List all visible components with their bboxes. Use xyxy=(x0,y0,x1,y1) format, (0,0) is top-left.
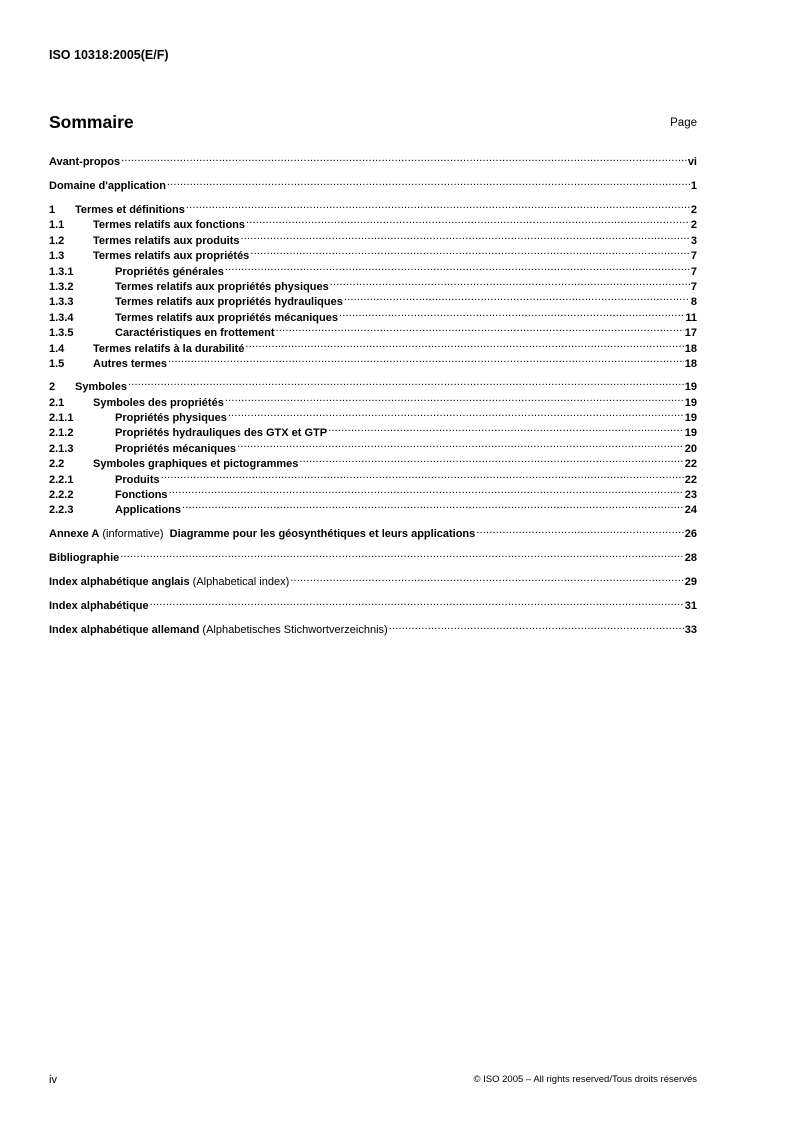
toc-entry-number: 1.3.5 xyxy=(49,327,74,340)
dot-leader xyxy=(328,421,684,436)
dot-leader xyxy=(228,406,684,421)
toc-entry[interactable] xyxy=(49,594,697,610)
toc-entry-title-bold: Termes relatifs aux fonctions xyxy=(93,219,246,232)
toc-entry-page: 18 xyxy=(684,342,697,355)
dot-leader xyxy=(150,594,684,609)
toc-entry-page: 7 xyxy=(690,280,697,293)
toc-entry-number: 1.2 xyxy=(49,234,65,247)
toc-entry-page: 19 xyxy=(684,412,697,425)
toc-entry[interactable] xyxy=(49,174,697,190)
toc-entry-number: 2.1 xyxy=(49,396,65,409)
toc-entry-number: 2.1.3 xyxy=(49,442,74,455)
toc-entry-title xyxy=(49,598,149,614)
toc-entry-page: 2 xyxy=(690,204,697,216)
toc-entry[interactable] xyxy=(49,198,697,216)
toc-group xyxy=(49,150,697,166)
toc-entry-number: 2.2.1 xyxy=(49,473,74,486)
toc-entry-page: 8 xyxy=(690,296,697,309)
toc-entry[interactable] xyxy=(49,618,697,634)
toc-group xyxy=(49,174,697,190)
toc-entry-page: 23 xyxy=(684,489,697,502)
dot-leader xyxy=(161,468,684,483)
toc-entry-title-bold: Applications xyxy=(115,504,182,517)
toc-entry-title-bold: Domaine d'application xyxy=(49,180,166,192)
toc-entry-title xyxy=(49,550,119,566)
toc-entry-title xyxy=(93,357,167,372)
dot-leader xyxy=(290,570,683,585)
dot-leader xyxy=(344,290,690,305)
dot-leader xyxy=(246,213,690,228)
toc-entry-number: 1.3.2 xyxy=(49,280,74,293)
toc-entry-subtitle: (Alphabetisches Stichwortverzeichnis) xyxy=(199,623,388,636)
toc-entry-title xyxy=(75,380,127,395)
toc-entry-title xyxy=(49,574,289,590)
toc-entry-page: 7 xyxy=(690,250,697,263)
toc-group xyxy=(49,618,697,634)
toc-entry-page: 22 xyxy=(684,473,697,486)
toc-entry[interactable] xyxy=(49,391,697,409)
dot-leader xyxy=(299,452,683,467)
toc-entry-title xyxy=(49,154,120,170)
dot-leader xyxy=(250,244,690,259)
toc-entry-page: 17 xyxy=(684,327,697,340)
toc-entry-title-bold: Annexe A xyxy=(49,527,100,540)
page-column-label: Page xyxy=(670,117,697,129)
toc-entry-number: 2.2.2 xyxy=(49,489,74,502)
toc-entry-title-bold: Avant-propos xyxy=(49,156,121,168)
dot-leader xyxy=(186,198,690,213)
toc-entry-number: 2.1.1 xyxy=(49,412,74,425)
toc-entry-page: 7 xyxy=(690,265,697,278)
toc-entry-title-bold: Autres termes xyxy=(93,357,167,370)
toc-entry-number: 2.2.3 xyxy=(49,504,74,517)
toc-entry-title xyxy=(93,234,240,249)
toc-entry[interactable] xyxy=(49,375,697,394)
toc-entry[interactable] xyxy=(49,546,697,562)
toc-entry-title-bold: Fonctions xyxy=(115,489,168,502)
dot-leader xyxy=(225,260,690,275)
dot-leader xyxy=(476,522,683,537)
toc-entry-title xyxy=(115,473,160,488)
dot-leader xyxy=(120,546,683,561)
toc-entry-title-bold: Termes relatifs aux propriétés hydrauliques xyxy=(115,296,343,309)
toc-entry-page: 19 xyxy=(684,381,697,394)
toc-entry-title-bold: Termes relatifs aux produits xyxy=(93,234,240,247)
dot-leader xyxy=(225,391,684,406)
table-of-contents xyxy=(49,150,697,642)
toc-entry-number: 1.4 xyxy=(49,342,65,355)
toc-entry-page: vi xyxy=(687,156,697,168)
toc-entry-title-bold: Symboles des propriétés xyxy=(93,396,224,409)
toc-entry-title-continued: Diagramme pour les géosynthétiques et leurs applications xyxy=(169,527,476,540)
toc-entry-title xyxy=(115,488,168,503)
toc-entry[interactable] xyxy=(49,522,697,538)
toc-entry-title-bold: Propriétés générales xyxy=(115,265,224,278)
toc-entry-subtitle: (Alphabetical index) xyxy=(189,575,290,588)
dot-leader xyxy=(168,352,684,367)
toc-entry-number: 1.1 xyxy=(49,219,65,232)
toc-entry-title-bold: Index alphabétique anglais xyxy=(49,575,190,588)
toc-entry-number: 2.2 xyxy=(49,458,65,471)
toc-entry-title xyxy=(93,218,245,233)
toc-entry-page: 19 xyxy=(684,427,697,440)
toc-entry-title-bold: Propriétés hydrauliques des GTX et GTP xyxy=(115,427,328,440)
toc-entry-title-bold: Index alphabétique allemand xyxy=(49,623,200,636)
toc-entry-number: 1 xyxy=(49,204,56,216)
toc-entry-title-bold: Bibliographie xyxy=(49,551,120,564)
toc-group xyxy=(49,375,697,517)
toc-entry-title-bold: Propriétés physiques xyxy=(115,412,227,425)
footer-page-number: iv xyxy=(49,1074,57,1086)
dot-leader xyxy=(276,321,684,336)
toc-entry-title xyxy=(115,295,343,310)
toc-entry-title-bold: Termes relatifs aux propriétés mécaniques xyxy=(115,311,338,324)
page-title: Sommaire xyxy=(49,112,134,132)
toc-entry-page: 31 xyxy=(684,599,697,612)
toc-entry-title-bold: Symboles graphiques et pictogrammes xyxy=(93,458,299,471)
toc-entry-title xyxy=(115,280,329,295)
footer-copyright: © ISO 2005 – All rights reserved/Tous droits réservés xyxy=(473,1074,697,1085)
toc-entry-number: 1.5 xyxy=(49,357,65,370)
toc-entry-page: 22 xyxy=(684,458,697,471)
toc-group xyxy=(49,198,697,370)
dot-leader xyxy=(245,337,683,352)
dot-leader xyxy=(330,275,690,290)
toc-entry-title xyxy=(93,396,224,411)
toc-entry-number: 2.1.2 xyxy=(49,427,74,440)
toc-entry-title-bold: Caractéristiques en frottement xyxy=(115,327,275,340)
toc-entry-page: 24 xyxy=(684,504,697,517)
toc-group xyxy=(49,594,697,610)
toc-entry-number: 2 xyxy=(49,381,56,394)
toc-entry-number: 1.3 xyxy=(49,250,65,263)
toc-entry-title-bold: Propriétés mécaniques xyxy=(115,442,237,455)
toc-entry-number: 1.3.3 xyxy=(49,296,74,309)
title-row xyxy=(49,112,697,136)
dot-leader xyxy=(389,618,684,633)
toc-entry[interactable] xyxy=(49,150,697,166)
toc-entry-title-bold: Termes relatifs à la durabilité xyxy=(93,342,245,355)
toc-entry-title xyxy=(115,503,181,518)
toc-entry-title-bold: Index alphabétique xyxy=(49,599,149,612)
toc-entry-number: 1.3.1 xyxy=(49,265,74,278)
dot-leader xyxy=(182,498,684,513)
toc-entry-title xyxy=(75,203,185,218)
document-id: ISO 10318:2005(E/F) xyxy=(49,48,169,62)
toc-entry-title-bold: Termes et définitions xyxy=(75,204,185,216)
dot-leader xyxy=(339,306,684,321)
toc-entry-page: 29 xyxy=(684,575,697,588)
toc-entry-page: 33 xyxy=(684,623,697,636)
dot-leader xyxy=(167,174,690,189)
toc-entry-title xyxy=(49,526,475,542)
dot-leader xyxy=(128,375,684,390)
toc-entry-page: 26 xyxy=(684,527,697,540)
toc-entry-page: 2 xyxy=(690,219,697,232)
toc-entry-title-bold: Termes relatifs aux propriétés physiques xyxy=(115,280,329,293)
toc-entry-page: 19 xyxy=(684,396,697,409)
toc-entry-page: 18 xyxy=(684,357,697,370)
toc-group xyxy=(49,570,697,586)
toc-entry-number: 1.3.4 xyxy=(49,311,74,324)
toc-entry-page: 11 xyxy=(685,311,697,324)
dot-leader xyxy=(241,229,690,244)
toc-entry-subtitle: (informative) xyxy=(99,527,170,540)
toc-entry[interactable] xyxy=(49,570,697,586)
toc-entry-page: 3 xyxy=(690,234,697,247)
toc-entry-title xyxy=(49,178,166,194)
toc-entry-title-bold: Termes relatifs aux propriétés xyxy=(93,250,250,263)
toc-entry-page: 20 xyxy=(684,442,697,455)
toc-group xyxy=(49,522,697,538)
toc-entry-page: 1 xyxy=(690,180,697,192)
dot-leader xyxy=(237,437,684,452)
dot-leader xyxy=(169,483,684,498)
toc-entry-title xyxy=(49,622,388,638)
toc-entry-title-bold: Produits xyxy=(115,473,160,486)
toc-entry-title xyxy=(115,442,236,457)
toc-entry-title xyxy=(115,411,227,426)
toc-entry-title xyxy=(115,265,224,280)
toc-entry-page: 28 xyxy=(684,551,697,564)
dot-leader xyxy=(121,150,687,165)
toc-group xyxy=(49,546,697,562)
toc-entry-title-bold: Symboles xyxy=(75,381,127,394)
